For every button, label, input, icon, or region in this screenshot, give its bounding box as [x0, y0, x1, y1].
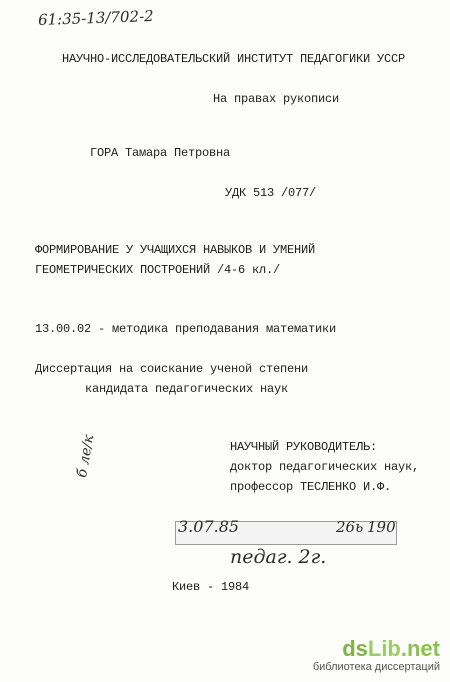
supervisor-degree: доктор педагогических наук, — [230, 460, 420, 474]
stamp-number: 26ь — [336, 518, 364, 536]
dslib-watermark — [313, 637, 440, 674]
dissertation-line-2: кандидата педагогических наук — [85, 382, 289, 396]
handwritten-side-note: б ле/к — [74, 433, 98, 479]
rights-notice: На правах рукописи — [213, 92, 340, 106]
supervisor-heading: НАУЧНЫЙ РУКОВОДИТЕЛЬ: — [230, 440, 378, 454]
handwritten-word: педаг. 2г. — [230, 546, 327, 568]
handwritten-catalog-code: 61:35-13/702-2 — [37, 6, 154, 30]
supervisor-name: профессор ТЕСЛЕНКО И.Ф. — [230, 480, 392, 494]
dslib-logo: dsLib.net — [342, 636, 440, 661]
title-line-2: ГЕОМЕТРИЧЕСКИХ ПОСТРОЕНИЙ /4-6 кл./ — [35, 263, 281, 277]
specialty-code: 13.00.02 - методика преподавания математики — [35, 322, 337, 336]
dslib-subtitle: библиотека диссертаций — [312, 661, 440, 673]
institute-header: НАУЧНО-ИССЛЕДОВАТЕЛЬСКИЙ ИНСТИТУТ ПЕДАГОГИКИ УССР — [62, 52, 406, 66]
title-line-1: ФОРМИРОВАНИЕ У УЧАЩИХСЯ НАВЫКОВ И УМЕНИЙ — [35, 243, 316, 257]
udk-code: УДК 513 /077/ — [225, 186, 317, 200]
stamp-date: 3.07.85 — [178, 517, 240, 536]
dissertation-line-1: Диссертация на соискание ученой степени — [35, 362, 309, 376]
author-name: ГОРА Тамара Петровна — [90, 146, 231, 160]
place-and-year: Киев - 1984 — [172, 580, 250, 594]
stamp-number-2: 190 — [367, 518, 396, 536]
